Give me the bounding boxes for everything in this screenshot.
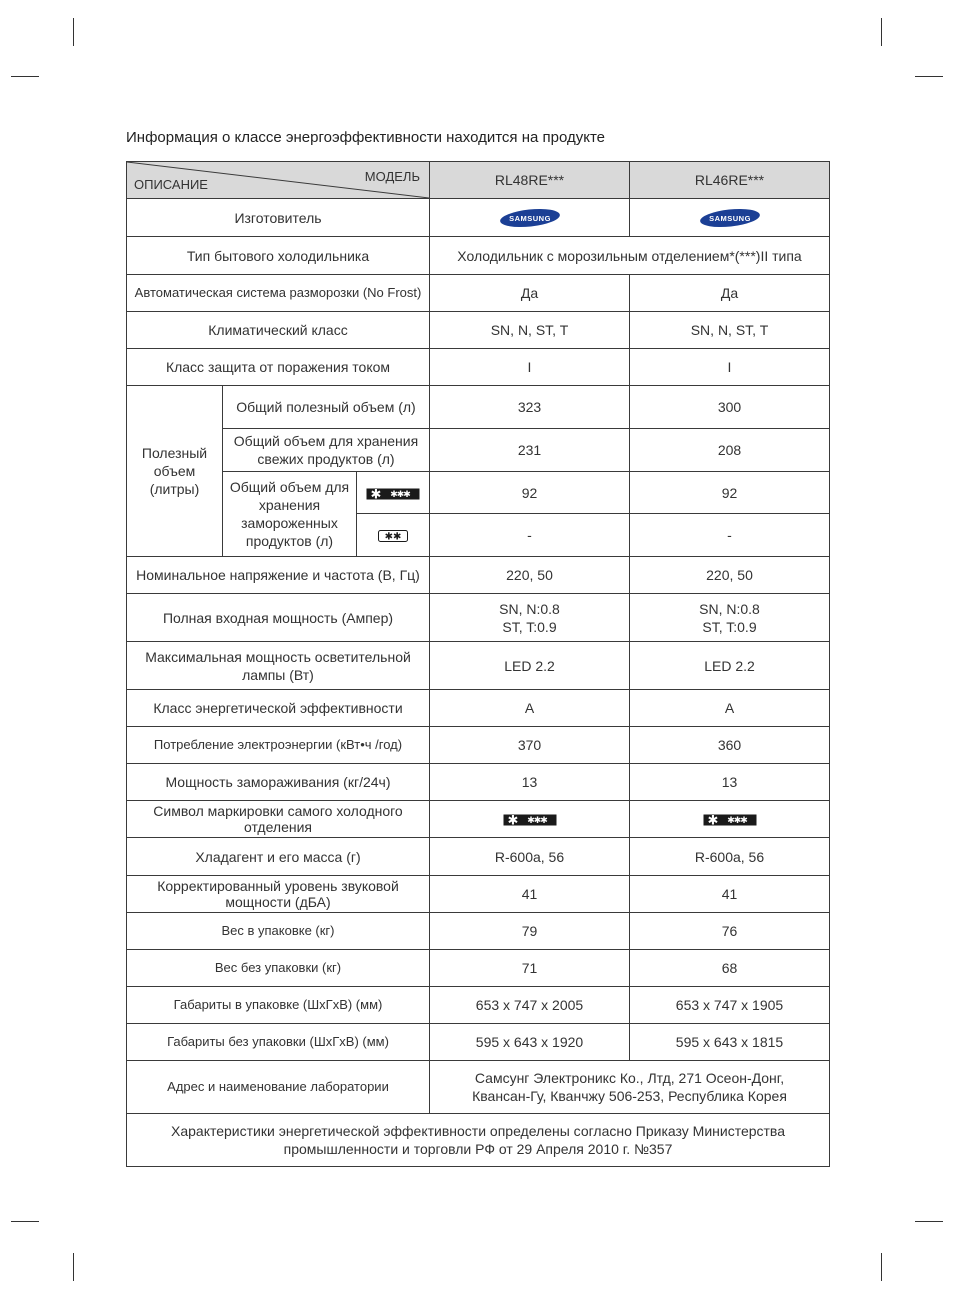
row-value: 653 x 747 x 2005 (430, 987, 630, 1024)
row-value: 220, 50 (430, 557, 630, 594)
row-label: Потребление электроэнергии (кВт•ч /год) (127, 727, 430, 764)
svg-text:✱✱✱: ✱✱✱ (526, 816, 547, 827)
crop-mark (881, 1253, 882, 1281)
row-value: 231 (430, 429, 630, 472)
row-value: LED 2.2 (630, 642, 830, 690)
row-value: R-600a, 56 (430, 838, 630, 876)
crop-mark (73, 1253, 74, 1281)
table-row (127, 801, 830, 838)
row-value: SN, N, ST, T (630, 312, 830, 349)
table-row (127, 838, 830, 876)
row-value: 68 (630, 950, 830, 987)
row-label: Автоматическая система разморозки (No Frost) (127, 275, 430, 312)
row-value: LED 2.2 (430, 642, 630, 690)
table-row (127, 237, 830, 275)
svg-text:✱✱✱: ✱✱✱ (390, 489, 410, 500)
row-label: Габариты в упаковке (ШхГхВ) (мм) (127, 987, 430, 1024)
row-value: - (630, 514, 830, 557)
svg-text:✱: ✱ (707, 814, 718, 827)
value-line: ST, T:0.9 (502, 618, 557, 635)
row-label: Климатический класс (127, 312, 430, 349)
table-row (127, 429, 830, 472)
crop-mark (11, 1221, 39, 1222)
page-heading: Информация о классе энергоэффективности находится на продукте (126, 129, 606, 146)
row-label: Максимальная мощность осветительной лампы (Вт) (127, 642, 430, 690)
table-row (127, 913, 830, 950)
row-value: 323 (430, 386, 630, 429)
four-star-symbol-icon (503, 814, 557, 826)
row-label: Класс защита от поражения током (127, 349, 430, 386)
row-label: Общий объем для хранения свежих продуктов (л) (223, 429, 430, 472)
header-diagonal-cell (127, 162, 430, 199)
volume-group-label: Полезный объем (литры) (127, 386, 223, 557)
table-row (127, 950, 830, 987)
row-value: 300 (630, 386, 830, 429)
row-value: Да (430, 275, 630, 312)
crop-mark (11, 76, 39, 77)
footer-line: промышленности и торговли РФ от 29 Апреля 2010 г. №357 (283, 1141, 673, 1157)
row-value: 92 (430, 472, 630, 514)
table-row (127, 386, 830, 429)
row-value: 92 (630, 472, 830, 514)
row-label: Габариты без упаковки (ШхГхВ) (мм) (127, 1024, 430, 1061)
row-value: Холодильник с морозильным отделением*(***)II типа (430, 237, 830, 275)
row-label: Изготовитель (127, 199, 430, 237)
svg-text:✱: ✱ (370, 487, 382, 500)
table-row (127, 690, 830, 727)
row-label: Хладагент и его масса (г) (127, 838, 430, 876)
row-label: Мощность замораживания (кг/24ч) (127, 764, 430, 801)
symbol-cell (357, 472, 430, 514)
value-line: SN, N:0.8 (499, 600, 560, 617)
table-row (127, 199, 830, 237)
row-label: Общий полезный объем (л) (223, 386, 430, 429)
table-row (127, 275, 830, 312)
row-label: Вес в упаковке (кг) (127, 913, 430, 950)
table-row (127, 642, 830, 690)
row-value: A (430, 690, 630, 727)
svg-text:✱✱: ✱✱ (384, 531, 402, 543)
footer-line: Характеристики энергетической эффективности определены согласно Приказу Министерства (171, 1123, 785, 1139)
table-row (127, 1061, 830, 1114)
model-header: МОДЕЛЬ (364, 169, 420, 184)
crop-mark (73, 18, 74, 46)
value-line: SN, N:0.8 (699, 600, 760, 617)
row-label: Класс энергетической эффективности (127, 690, 430, 727)
row-label: Адрес и наименование лаборатории (127, 1061, 430, 1114)
row-value: 208 (630, 429, 830, 472)
crop-mark (881, 18, 882, 46)
row-value: 653 x 747 x 1905 (630, 987, 830, 1024)
row-value: A (630, 690, 830, 727)
table-row (127, 1024, 830, 1061)
table-footer-row (127, 1114, 830, 1167)
manufacturer-logo-cell (630, 199, 830, 237)
table-row (127, 349, 830, 386)
row-value: 76 (630, 913, 830, 950)
four-star-symbol-icon (703, 814, 757, 826)
samsung-logo (699, 208, 761, 228)
table-row (127, 727, 830, 764)
lab-address-line: Самсунг Электроникс Ко., Лтд, 271 Осеон-Донг, (474, 1070, 785, 1086)
value-line: ST, T:0.9 (702, 618, 757, 635)
table-row (127, 876, 830, 913)
row-value: 595 x 643 x 1815 (630, 1024, 830, 1061)
row-value (430, 1061, 830, 1114)
row-label: Символ маркировки самого холодного отделения (127, 801, 430, 838)
table-row (127, 557, 830, 594)
spec-table (126, 161, 830, 1167)
svg-text:✱✱✱: ✱✱✱ (726, 816, 747, 827)
row-value: - (430, 514, 630, 557)
row-value: 220, 50 (630, 557, 830, 594)
row-label: Общий объем для хранения замороженных продуктов (л) (223, 472, 357, 557)
symbol-cell (630, 801, 830, 838)
crop-mark (915, 1221, 943, 1222)
row-value: R-600a, 56 (630, 838, 830, 876)
row-value: 595 x 643 x 1920 (430, 1024, 630, 1061)
symbol-cell (430, 801, 630, 838)
row-value: 360 (630, 727, 830, 764)
row-label: Вес без упаковки (кг) (127, 950, 430, 987)
svg-text:✱: ✱ (507, 814, 518, 827)
table-row (127, 312, 830, 349)
footer-note (127, 1114, 830, 1167)
row-value: 13 (430, 764, 630, 801)
table-row (127, 764, 830, 801)
svg-text:SAMSUNG: SAMSUNG (508, 213, 551, 223)
row-label: Номинальное напряжение и частота (В, Гц) (127, 557, 430, 594)
crop-mark (915, 76, 943, 77)
row-label: Полная входная мощность (Ампер) (127, 594, 430, 642)
svg-text:SAMSUNG: SAMSUNG (708, 213, 751, 223)
symbol-cell (357, 514, 430, 557)
model-name: RL48RE*** (430, 162, 630, 199)
model-name: RL46RE*** (630, 162, 830, 199)
table-row (127, 594, 830, 642)
row-value: I (430, 349, 630, 386)
table-header-row (127, 162, 830, 199)
samsung-logo (499, 208, 561, 228)
row-value: 41 (430, 876, 630, 913)
table-row (127, 472, 830, 514)
manufacturer-logo-cell (430, 199, 630, 237)
row-label: Корректированный уровень звуковой мощности (дБА) (127, 876, 430, 913)
row-value: 41 (630, 876, 830, 913)
row-value: 13 (630, 764, 830, 801)
lab-address-line: Квансан-Гу, Кванчжу 506-253, Республика Корея (472, 1088, 787, 1104)
two-star-symbol-icon (378, 530, 408, 542)
description-header: ОПИСАНИЕ (134, 177, 208, 192)
row-value: 71 (430, 950, 630, 987)
row-value (430, 594, 630, 642)
row-value: I (630, 349, 830, 386)
row-value: 370 (430, 727, 630, 764)
row-value: Да (630, 275, 830, 312)
row-value (630, 594, 830, 642)
row-value: SN, N, ST, T (430, 312, 630, 349)
row-value: 79 (430, 913, 630, 950)
row-label: Тип бытового холодильника (127, 237, 430, 275)
four-star-symbol-icon (366, 488, 420, 500)
table-row (127, 987, 830, 1024)
